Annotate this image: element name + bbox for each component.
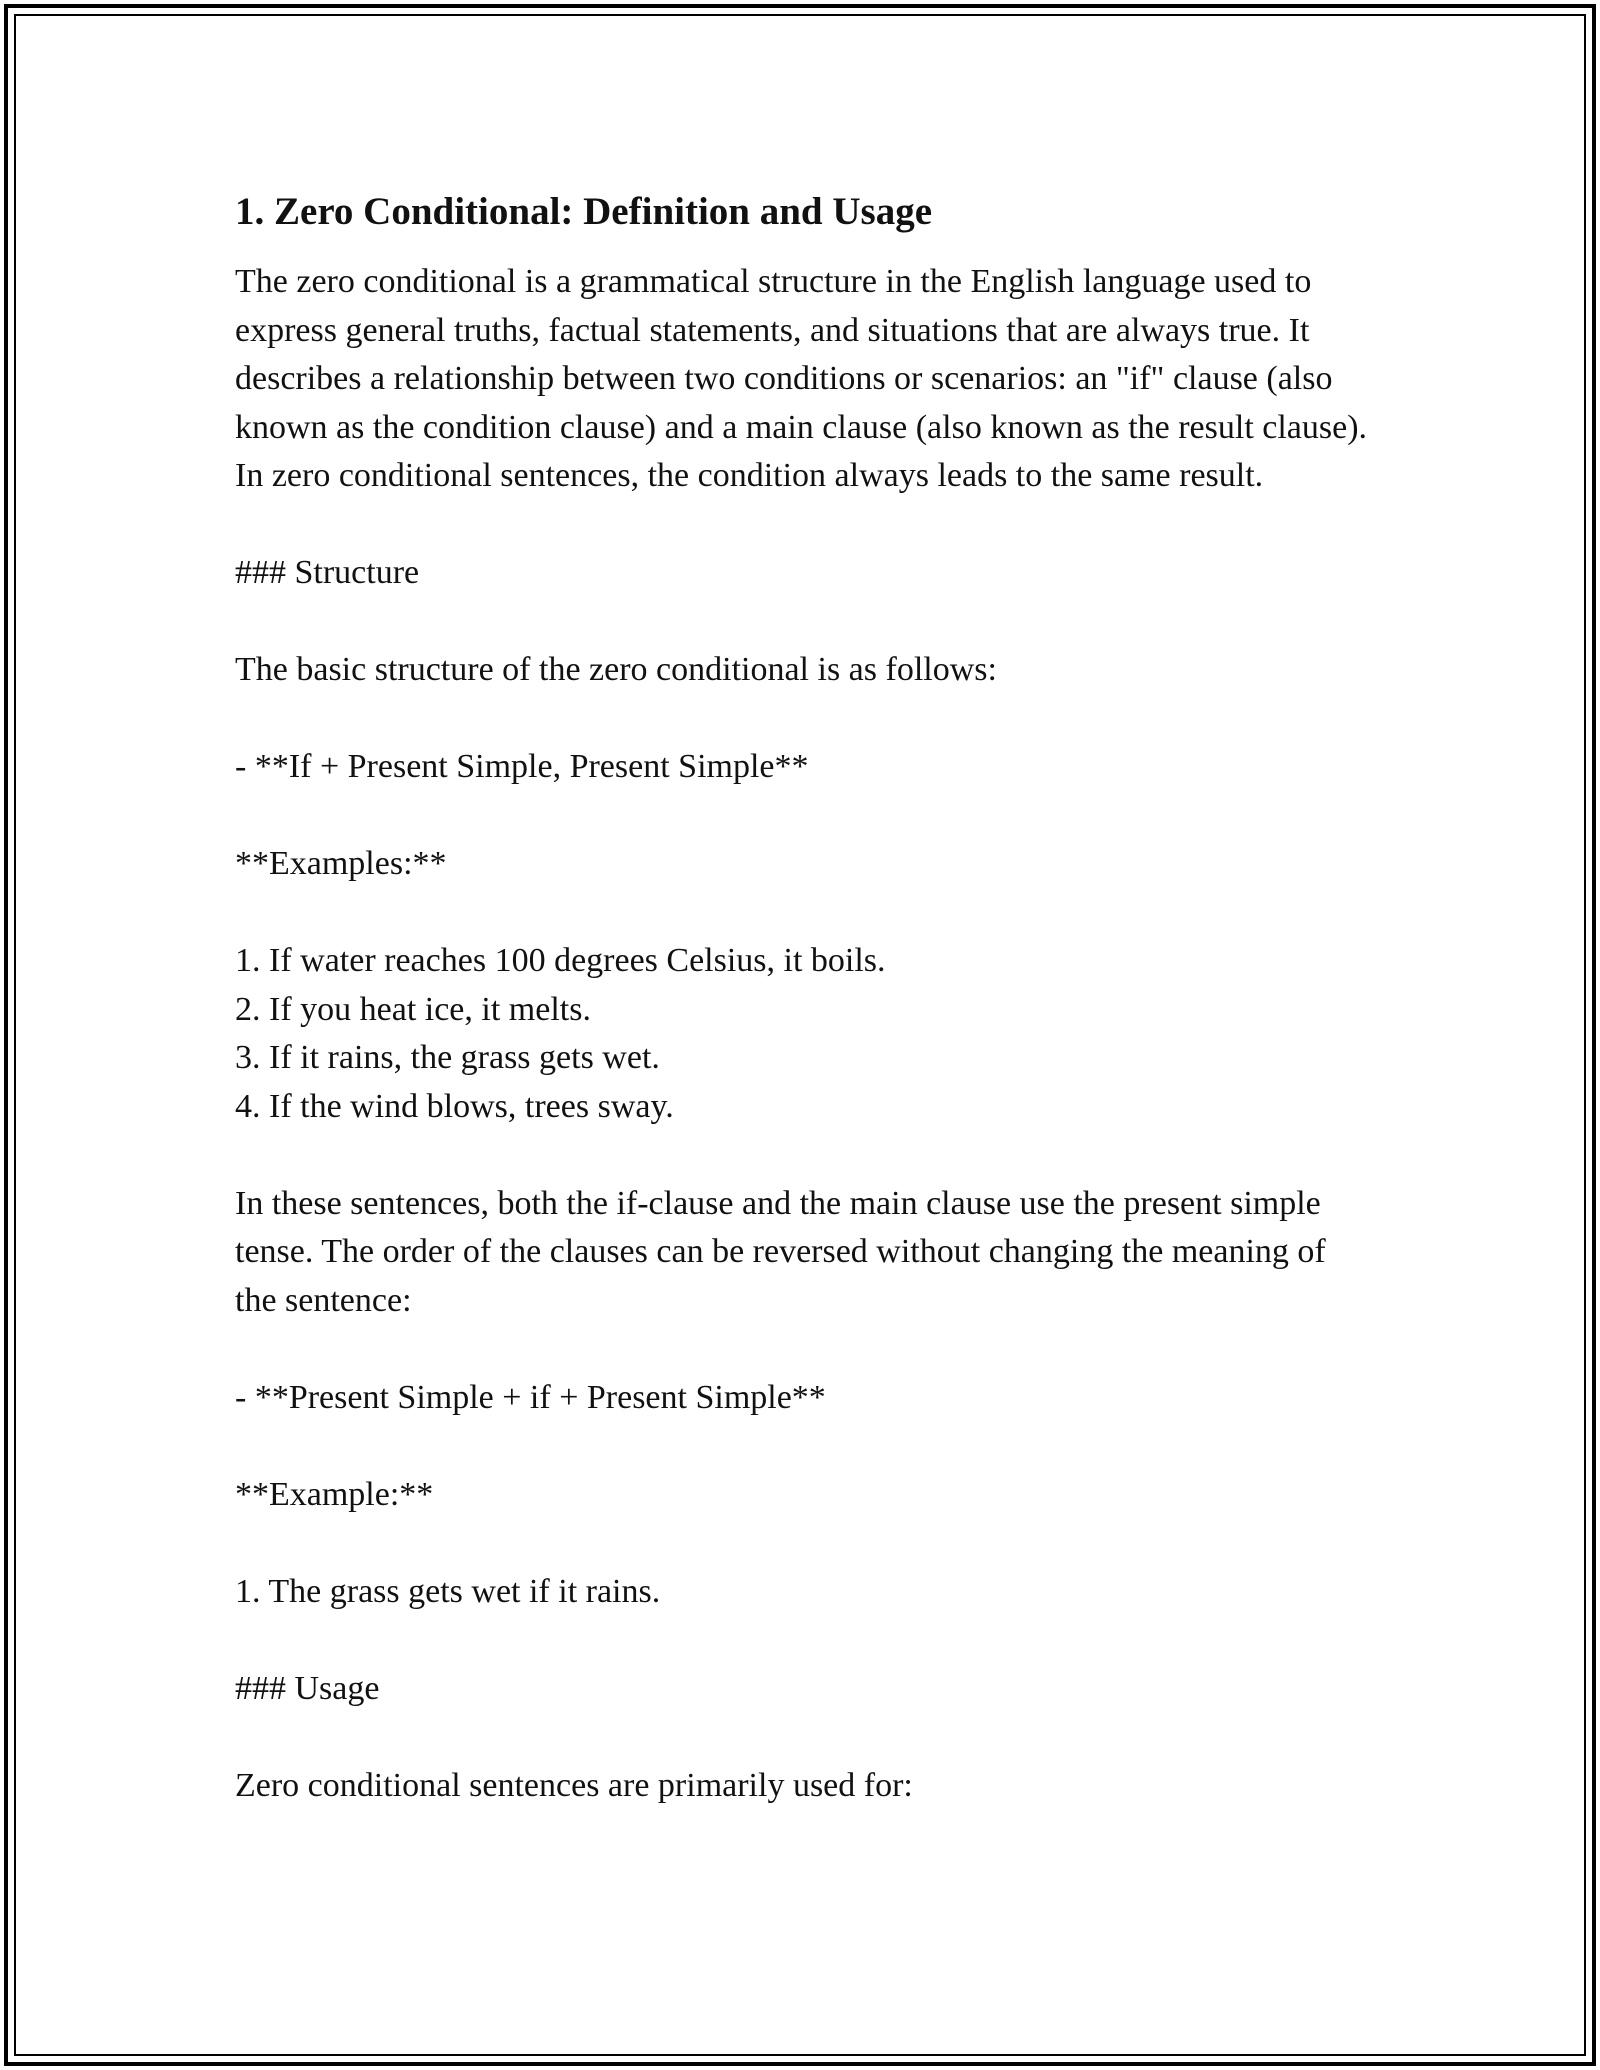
section-title: 1. Zero Conditional: Definition and Usage <box>235 190 933 233</box>
spacer <box>235 1325 1375 1374</box>
structure-heading: ### Structure <box>235 554 420 591</box>
spacer <box>235 1519 1375 1568</box>
reversed-formula: - **Present Simple + if + Present Simple** <box>235 1378 826 1416</box>
spacer <box>235 1713 1375 1762</box>
example-label: **Example:** <box>235 1475 434 1513</box>
intro-paragraph: The zero conditional is a grammatical structure in the English language used to express general truths, factual statements, and situations that are always true. It describes a relationship between two conditions or scenarios: an "if" clause (also known as the condition clause) and a main clause (also known as the result clause). In zero conditional sentences, the condition always leads to the same result. <box>235 263 1368 494</box>
spacer <box>235 501 1375 550</box>
example-item: 1. If water reaches 100 degrees Celsius, it boils. <box>235 942 886 979</box>
reversed-example-item: 1. The grass gets wet if it rains. <box>235 1572 661 1610</box>
spacer <box>235 598 1375 647</box>
reversal-paragraph: In these sentences, both the if-clause and the main clause use the present simple tense. The order of the clauses can be reversed without changing the meaning of the sentence: <box>235 1184 1326 1319</box>
examples-label: **Examples:** <box>235 845 447 882</box>
example-item: 4. If the wind blows, trees sway. <box>235 1087 674 1125</box>
usage-intro: Zero conditional sentences are primarily used for: <box>235 1766 913 1804</box>
structure-intro: The basic structure of the zero conditional is as follows: <box>235 651 997 688</box>
document-body <box>235 186 1375 1810</box>
spacer <box>235 695 1375 744</box>
spacer <box>235 1422 1375 1471</box>
spacer <box>235 889 1375 938</box>
structure-formula: - **If + Present Simple, Present Simple** <box>235 748 809 785</box>
spacer <box>235 1616 1375 1665</box>
spacer <box>235 792 1375 841</box>
example-item: 2. If you heat ice, it melts. <box>235 990 591 1028</box>
usage-heading: ### Usage <box>235 1669 380 1707</box>
spacer <box>235 1131 1375 1180</box>
example-item: 3. If it rains, the grass gets wet. <box>235 1039 660 1076</box>
